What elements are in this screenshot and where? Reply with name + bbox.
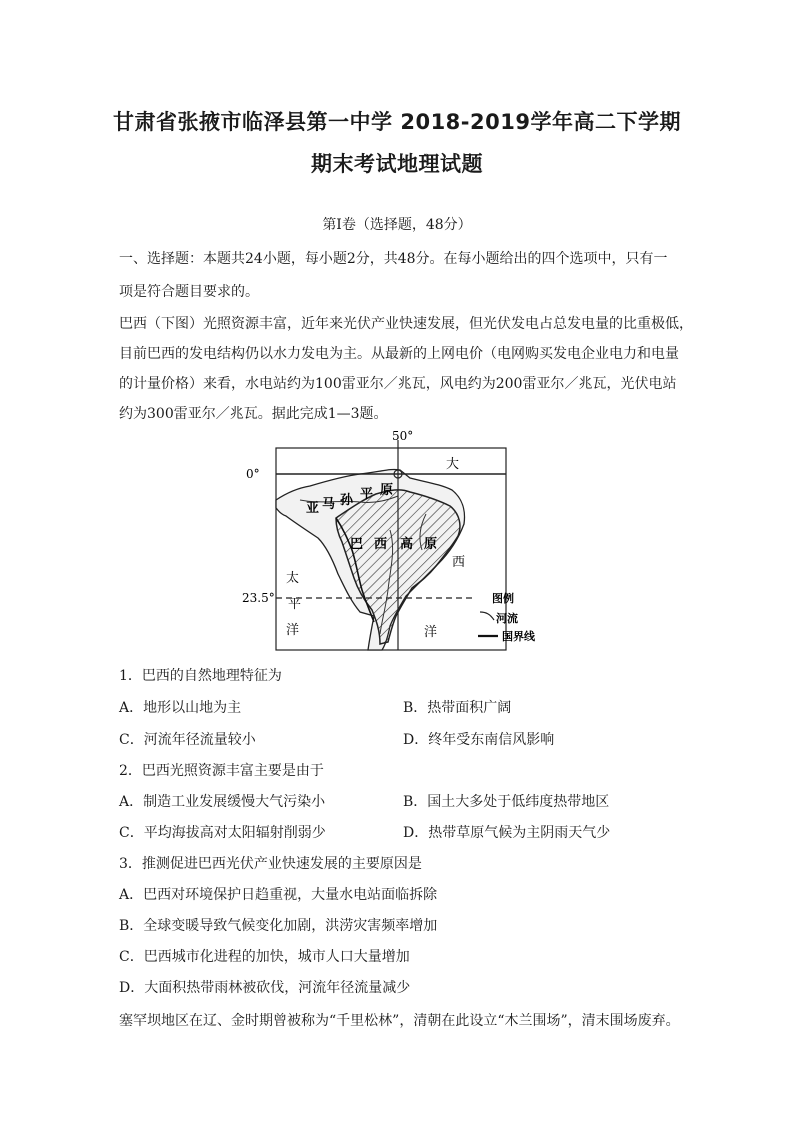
legend-river-symbol xyxy=(480,612,494,620)
question-1-option-c: C．河流年径流量较小 xyxy=(119,732,256,748)
passage-line: 巴西（下图）光照资源丰富，近年来光伏产业快速发展，但光伏发电占总发电量的比重极低， xyxy=(119,316,693,332)
svg-text:国界线: 国界线 xyxy=(502,630,535,643)
svg-text:平: 平 xyxy=(360,487,374,502)
question-3-option-a: A．巴西对环境保护日趋重视，大量水电站面临拆除 xyxy=(119,887,438,903)
document-title-line2: 期末考试地理试题 xyxy=(311,152,483,176)
question-1-option-d: D．终年受东南信风影响 xyxy=(403,732,555,748)
lat-23-label: 23.5° xyxy=(242,591,275,605)
question-2-option-a: A．制造工业发展缓慢大气污染小 xyxy=(119,794,326,810)
svg-text:河流: 河流 xyxy=(496,612,518,625)
brazil-map xyxy=(240,429,535,654)
svg-text:西: 西 xyxy=(452,555,466,570)
document-title-line1: 甘肃省张掖市临泽县第一中学 2018-2019学年高二下学期 xyxy=(113,110,681,134)
question-1-option-b: B．热带面积广阔 xyxy=(403,700,512,716)
map-legend xyxy=(478,591,536,643)
question-1-option-a: A．地形以山地为主 xyxy=(119,700,242,716)
svg-text:亚: 亚 xyxy=(306,501,320,516)
question-3-option-b: B．全球变暖导致气候变化加剧，洪涝灾害频率增加 xyxy=(119,918,438,934)
svg-text:太: 太 xyxy=(286,571,300,586)
question-2-option-c: C．平均海拔高对太阳辐射削弱少 xyxy=(119,825,326,841)
svg-text:原: 原 xyxy=(380,483,394,498)
svg-text:西: 西 xyxy=(374,537,388,552)
svg-text:平: 平 xyxy=(288,597,302,612)
passage-line: 的计量价格）来看，水电站约为100雷亚尔／兆瓦，风电约为200雷亚尔／兆瓦，光伏电站 xyxy=(119,376,677,392)
passage-line: 约为300雷亚尔／兆瓦。据此完成1—3题。 xyxy=(119,406,388,422)
instruction-line: 一、选择题：本题共24小题，每小题2分，共48分。在每小题给出的四个选项中，只有一 xyxy=(119,251,668,267)
svg-text:巴: 巴 xyxy=(350,537,364,552)
svg-text:大: 大 xyxy=(446,457,460,472)
lat-0-label: 0° xyxy=(246,467,260,481)
lon-50-label: 50° xyxy=(392,429,414,443)
svg-text:图例: 图例 xyxy=(492,592,514,605)
question-3-option-d: D．大面积热带雨林被砍伐，河流年径流量减少 xyxy=(119,980,411,996)
passage-line: 目前巴西的发电结构仍以水力发电为主。从最新的上网电价（电网购买发电企业电力和电量 xyxy=(119,346,679,362)
question-3-option-c: C．巴西城市化进程的加快，城市人口大量增加 xyxy=(119,949,410,965)
brazil-map-svg xyxy=(240,429,535,654)
passage-2-line: 塞罕坝地区在辽、金时期曾被称为“千里松林”，清朝在此设立“木兰围场”，清末围场废弃。 xyxy=(119,1013,680,1029)
section-title: 第Ⅰ卷（选择题，48分） xyxy=(322,217,472,233)
question-2-option-b: B．国土大多处于低纬度热带地区 xyxy=(403,794,610,810)
question-2-stem: 2．巴西光照资源丰富主要是由于 xyxy=(119,763,324,779)
question-2-option-d: D．热带草原气候为主阴雨天气少 xyxy=(403,825,611,841)
svg-text:高: 高 xyxy=(400,537,414,552)
svg-text:马: 马 xyxy=(322,497,336,512)
svg-text:孙: 孙 xyxy=(340,493,354,508)
question-3-stem: 3．推测促进巴西光伏产业快速发展的主要原因是 xyxy=(119,856,422,872)
pacific-label xyxy=(286,570,301,638)
svg-text:原: 原 xyxy=(424,537,438,552)
svg-text:洋: 洋 xyxy=(424,625,438,640)
instruction-line: 项是符合题目要求的。 xyxy=(119,284,259,300)
svg-text:洋: 洋 xyxy=(286,623,300,638)
question-1-stem: 1．巴西的自然地理特征为 xyxy=(119,668,282,684)
